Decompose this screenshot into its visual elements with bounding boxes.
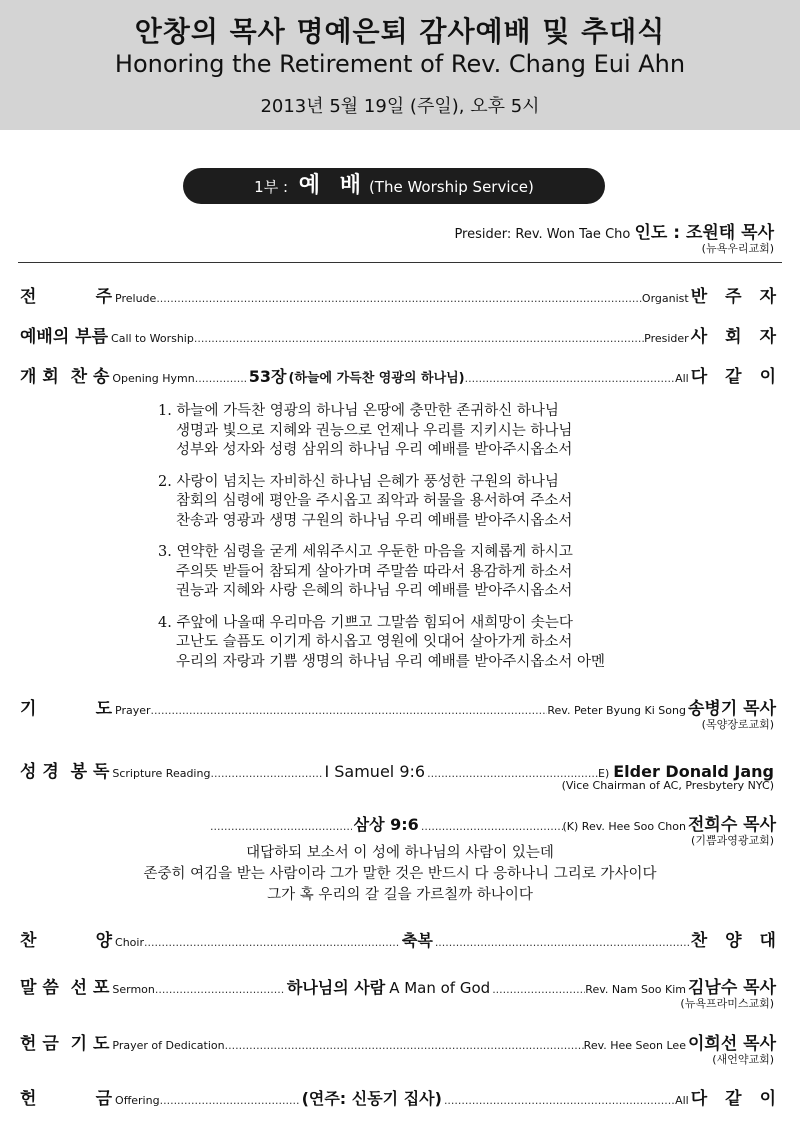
section-pill bbox=[183, 168, 605, 204]
header-banner bbox=[0, 0, 800, 130]
sermon-title-kr: 하나님의 사람 bbox=[286, 978, 386, 997]
item-title-kr: 헌 금 기 도 bbox=[20, 1034, 110, 1054]
title-english: Honoring the Retirement of Rev. Chang Eui Ahn bbox=[114, 50, 686, 78]
item-title-kr: 전 주 bbox=[20, 287, 113, 307]
leader-dots bbox=[444, 1094, 675, 1107]
item-title-kr: 기 도 bbox=[20, 699, 113, 719]
item-person: 김남수 목사 bbox=[687, 978, 776, 998]
item-title-kr: 찬 양 bbox=[20, 931, 113, 951]
item-title-en: Opening Hymn bbox=[112, 372, 195, 385]
item-person: 찬양대 bbox=[690, 931, 794, 951]
item-role: Rev. Nam Soo Kim bbox=[585, 983, 686, 996]
section-prefix: 1부 : bbox=[254, 178, 293, 196]
presider-church: (뉴욕우리교회) bbox=[701, 242, 774, 255]
item-person: 반주자 bbox=[690, 287, 794, 307]
item-role: All bbox=[675, 1094, 689, 1107]
leader-dots bbox=[421, 820, 563, 833]
item-title-kr: 헌 금 bbox=[20, 1089, 113, 1109]
item-person: 이희선 목사 bbox=[687, 1034, 776, 1054]
title-korean: 안창의 목사 명예은퇴 감사예배 및 추대식 bbox=[134, 15, 666, 48]
sermon-church: (뉴욕프라미스교회) bbox=[680, 997, 774, 1010]
leader-dots bbox=[210, 820, 352, 833]
item-role: All bbox=[675, 372, 689, 385]
section-title-en: (The Worship Service) bbox=[368, 178, 534, 196]
item-person: 송병기 목사 bbox=[687, 699, 776, 719]
leader-dots bbox=[144, 936, 400, 949]
leader-dots bbox=[465, 372, 675, 385]
item-person: 다같이 bbox=[690, 367, 794, 387]
item-role: (K) Rev. Hee Soo Chon bbox=[562, 820, 686, 833]
offering-title: (연주: 신동기 집사) bbox=[301, 1089, 442, 1108]
leader-dots bbox=[492, 983, 585, 996]
verse-line: 생명과 빛으로 지혜와 권능으로 언제나 우리를 지키시는 하나님 bbox=[176, 422, 573, 439]
item-prelude bbox=[20, 282, 794, 307]
verse-line: 주의뜻 받들어 참되게 살아가며 주말씀 따라서 용감하게 하소서 bbox=[176, 563, 573, 580]
item-role: E) bbox=[598, 767, 610, 780]
reader-en-sub: (Vice Chairman of AC, Presbytery NYC) bbox=[561, 779, 774, 792]
item-title-en: Scripture Reading bbox=[112, 767, 211, 780]
dedication-church: (새언약교회) bbox=[712, 1053, 774, 1066]
leader-dots bbox=[195, 372, 247, 385]
leader-dots bbox=[151, 704, 548, 717]
item-title-kr: 성 경 봉 독 bbox=[20, 762, 110, 782]
item-title-kr: 예배의 부름 bbox=[20, 327, 109, 347]
sermon-title-en: A Man of God bbox=[389, 979, 491, 997]
item-title-en: Choir bbox=[115, 936, 144, 949]
verse-line: 찬송과 영광과 생명 구원의 하나님 우리 예배를 받아주시옵소서 bbox=[176, 512, 573, 529]
item-call-to-worship bbox=[20, 322, 794, 347]
scripture-line: 존중히 여김을 받는 사람이라 그가 말한 것은 반드시 다 응하나니 그리로 가사이다 bbox=[143, 866, 657, 882]
scripture-line: 대답하되 보소서 이 성에 하나님의 사람이 있는데 bbox=[246, 845, 554, 861]
verse-line: 1. 하늘에 가득찬 영광의 하나님 온땅에 충만한 존귀하신 하나님 bbox=[158, 403, 559, 419]
presider-en: Presider: Rev. Won Tae Cho bbox=[454, 227, 635, 242]
hymn-number: 53장 bbox=[248, 367, 287, 386]
leader-dots bbox=[155, 983, 285, 996]
verse-line: 3. 연약한 심령을 굳게 세워주시고 우둔한 마음을 지혜롭게 하시고 bbox=[158, 544, 573, 560]
item-title-en: Sermon bbox=[112, 983, 155, 996]
hymn-lyrics bbox=[158, 402, 758, 684]
leader-dots bbox=[225, 1039, 584, 1052]
leader-dots bbox=[160, 1094, 300, 1107]
choir-title: 축복 bbox=[401, 931, 433, 950]
item-title-kr: 말 씀 선 포 bbox=[20, 978, 110, 998]
verse-line: 2. 사랑이 넘치는 자비하신 하나님 은혜가 풍성한 구원의 하나님 bbox=[158, 473, 559, 490]
hymn-verse bbox=[158, 402, 758, 461]
item-person: 전희수 목사 bbox=[687, 815, 776, 835]
hymn-verse bbox=[158, 543, 758, 602]
passage-en: I Samuel 9:6 bbox=[324, 762, 426, 781]
item-role: Presider bbox=[644, 332, 689, 345]
hymn-verse bbox=[158, 614, 758, 673]
item-title-en: Call to Worship bbox=[111, 332, 194, 345]
scripture-text bbox=[0, 843, 800, 906]
divider bbox=[18, 262, 782, 263]
item-person: Elder Donald Jang bbox=[613, 762, 774, 781]
verse-line: 권능과 지혜와 사랑 은혜의 하나님 우리 예배를 받아주시옵소서 bbox=[176, 583, 573, 599]
item-offering bbox=[20, 1084, 794, 1109]
item-dedication bbox=[20, 1029, 776, 1054]
prayer-church: (목양장로교회) bbox=[701, 718, 774, 731]
leader-dots bbox=[156, 292, 642, 305]
item-role: Rev. Peter Byung Ki Song bbox=[547, 704, 686, 717]
item-prayer bbox=[20, 694, 776, 719]
leader-dots bbox=[435, 936, 691, 949]
verse-line: 성부와 성자와 성령 삼위의 하나님 우리 예배를 받아주시옵소서 bbox=[176, 442, 573, 458]
item-opening-hymn bbox=[20, 362, 794, 387]
item-title-en: Offering bbox=[115, 1094, 160, 1107]
item-choir bbox=[20, 926, 794, 951]
presider-kr: 인도 : 조원태 목사 bbox=[634, 223, 774, 243]
item-title-kr: 개 회 찬 송 bbox=[20, 367, 110, 387]
item-role: Organist bbox=[641, 292, 689, 305]
verse-line: 고난도 슬픔도 이기게 하시옵고 영원에 잇대어 살아가게 하소서 bbox=[176, 634, 573, 650]
leader-dots bbox=[210, 767, 322, 780]
leader-dots bbox=[194, 332, 644, 345]
verse-line: 우리의 자랑과 기쁨 생명의 하나님 우리 예배를 받아주시옵소서 아멘 bbox=[176, 653, 606, 670]
item-role: Rev. Hee Seon Lee bbox=[583, 1039, 686, 1052]
hymn-verse bbox=[158, 473, 758, 532]
scripture-line: 그가 혹 우리의 갈 길을 가르칠까 하나이다 bbox=[267, 887, 533, 903]
verse-line: 참회의 심령에 평안을 주시옵고 죄악과 허물을 용서하여 주소서 bbox=[176, 493, 573, 509]
reader-kr-church: (기쁨과영광교회) bbox=[691, 834, 774, 847]
passage-kr: 삼상 9:6 bbox=[353, 815, 419, 834]
item-title-en: Prayer bbox=[115, 704, 151, 717]
verse-line: 4. 주앞에 나올때 우리마음 기쁘고 그말씀 힘되어 새희망이 솟는다 bbox=[158, 614, 573, 631]
section-title: 예 배 bbox=[298, 173, 367, 198]
item-sermon bbox=[20, 973, 776, 998]
item-title-en: Prayer of Dedication bbox=[112, 1039, 225, 1052]
hymn-title: (하늘에 가득찬 영광의 하나님) bbox=[288, 371, 465, 386]
item-person: 다같이 bbox=[690, 1089, 794, 1109]
event-date: 2013년 5월 19일 (주일), 오후 5시 bbox=[260, 96, 540, 117]
item-title-en: Prelude bbox=[115, 292, 157, 305]
item-person: 사회자 bbox=[690, 327, 794, 347]
